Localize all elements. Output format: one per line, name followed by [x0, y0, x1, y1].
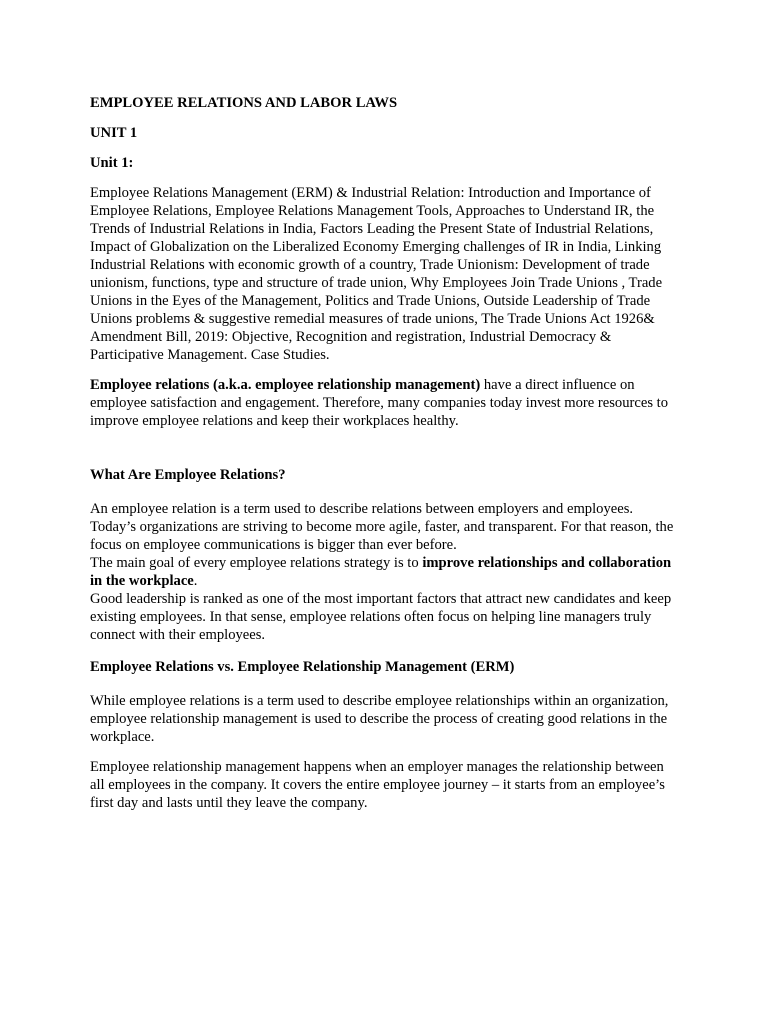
section1-paragraph-2 — [90, 554, 680, 590]
section-heading-what-are-employee-relations: What Are Employee Relations? — [90, 467, 286, 483]
section2-paragraph-2: Employee relationship management happens when an employer manages the relationship between all employees in the company. It covers the entire employee journey – it starts from an employee’s first day and lasts until they leave the company. — [90, 759, 665, 811]
erm-intro-paragraph — [90, 376, 680, 430]
erm-intro-bold: Employee relations (a.k.a. employee relationship management) — [90, 377, 481, 393]
unit-heading: Unit 1: — [90, 155, 134, 171]
unit-heading-upper: UNIT 1 — [90, 125, 138, 141]
syllabus-paragraph: Employee Relations Management (ERM) & Industrial Relation: Introduction and Importance of Employee Relations, Employee Relations Management Tools, Approaches to Understand IR, the Trends of Industrial Relations in India, Factors Leading the Present State of Industrial Relations, Impact of Globalization on the Liberalized Economy Emerging challenges of IR in India, Linking Industrial Relations with economic growth of a country, Trade Unionism: Development of trade unionism, functions, type and structure of trade union, Why Employees Join Trade Unions , Trade Unions in the Eyes of the Management, Politics and Trade Unions, Outside Leadership of Trade Unions problems & suggestive remedial measures of trade unions, The Trade Unions Act 1926& Amendment Bill, 2019: Objective, Recognition and registration, Industrial Democracy & Participative Management. Case Studies. — [90, 185, 663, 363]
erm-intro-text: have a direct influence on employee satisfaction and engagement. Therefore, many companies today invest more resources to improve employee relations and keep their workplaces healthy. — [90, 377, 669, 429]
section2-paragraph-1: While employee relations is a term used to describe employee relationships within an organization, employee relationship management is used to describe the process of creating good relations in the workplace. — [90, 693, 669, 745]
section1-paragraph-2-bold: improve relationships and collaboration in the workplace — [90, 555, 672, 589]
section1-paragraph-2-end: . — [193, 573, 198, 589]
section1-paragraph-2-start: The main goal of every employee relations strategy is to — [90, 555, 423, 571]
section1-paragraph-1: An employee relation is a term used to describe relations between employers and employees. Today’s organizations are striving to become more agile, faster, and transparent. For that reason, the focus on employee communications is bigger than ever before. — [90, 501, 674, 553]
section-heading-erm-comparison: Employee Relations vs. Employee Relationship Management (ERM) — [90, 659, 515, 675]
document-title: EMPLOYEE RELATIONS AND LABOR LAWS — [90, 95, 398, 111]
section1-paragraph-3: Good leadership is ranked as one of the most important factors that attract new candidates and keep existing employees. In that sense, employee relations often focus on helping line managers truly connect with their employees. — [90, 591, 672, 643]
